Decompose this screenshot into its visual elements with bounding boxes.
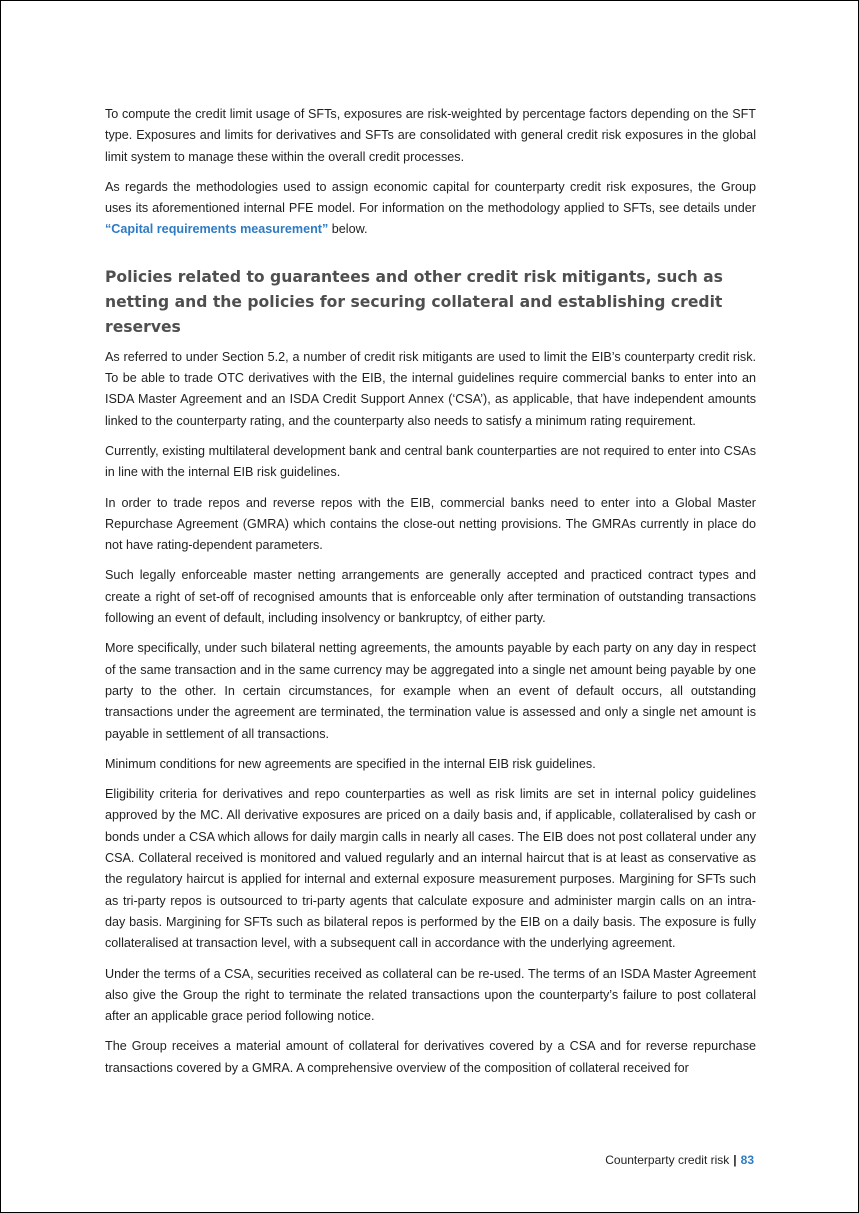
paragraph-sft-credit-limit: To compute the credit limit usage of SFTs, exposures are risk-weighted by percentage factors depending on the SFT type. Exposures and limits for derivatives and SFTs are consolidated with general credit risk exposures in the global limit system to manage these within the overall credit processes. bbox=[105, 107, 756, 164]
paragraph-bilateral-netting: More specifically, under such bilateral netting agreements, the amounts payable by each party on any day in respect of the same transaction and in the same currency may be aggregated into a single net amount being payable by one party to the other. In certain circumstances, for example when an event of default occurs, all outstanding transactions under the agreement are terminated, the termination value is assessed and only a single net amount is payable in settlement of all transactions. bbox=[105, 641, 756, 741]
paragraph-economic-capital-methodology bbox=[105, 177, 756, 241]
paragraph-eligibility-criteria: Eligibility criteria for derivatives and repo counterparties as well as risk limits are set in internal policy guidelines approved by the MC. All derivative exposures are priced on a daily basis and, if applicable, collateralised by cash or bonds under a CSA which allows for daily margin calls in nearly all cases. The EIB does not post collateral under any CSA. Collateral received is monitored and valued regularly and an internal haircut that is at least as conservative as the regulatory haircut is applied for internal and external exposure measurement purposes. Margining for SFTs such as tri-party repos is outsourced to tri-party agents that calculate exposure and administer margin calls on an intra-day basis. Margining for SFTs such as bilateral repos is performed by the EIB on a daily basis. The exposure is fully collateralised at transaction level, with a subsequent call in accordance with the underlying agreement. bbox=[105, 787, 756, 951]
section-heading: Policies related to guarantees and other credit risk mitigants, such as netting and the policies for securing collateral and establishing credit reserves bbox=[105, 267, 723, 336]
footer-separator: | bbox=[733, 1153, 737, 1167]
paragraph-minimum-conditions: Minimum conditions for new agreements are specified in the internal EIB risk guidelines. bbox=[105, 756, 596, 771]
paragraph-collateral-received: The Group receives a material amount of collateral for derivatives covered by a CSA and for reverse repurchase transactions covered by a GMRA. A comprehensive overview of the composition of collateral received for bbox=[105, 1039, 756, 1075]
page-footer bbox=[605, 1153, 754, 1167]
paragraph-csa-terms: Under the terms of a CSA, securities received as collateral can be re-used. The terms of an ISDA Master Agreement also give the Group the right to terminate the related transactions upon the counterparty’s failure to post collateral after an applicable grace period following notice. bbox=[105, 966, 756, 1024]
methodology-text-end: below. bbox=[328, 222, 368, 237]
paragraph-gmra: In order to trade repos and reverse repos with the EIB, commercial banks need to enter into a Global Master Repurchase Agreement (GMRA) which contains the close-out netting provisions. The GMRAs currently in place do not have rating-dependent parameters. bbox=[105, 495, 756, 553]
paragraph-master-netting: Such legally enforceable master netting arrangements are generally accepted and practiced contract types and create a right of set-off of recognised amounts that is enforceable only after termination of outstanding transactions following an event of default, including insolvency or bankruptcy, of either party. bbox=[105, 568, 756, 626]
paragraph-credit-risk-mitigants: As referred to under Section 5.2, a number of credit risk mitigants are used to limit the EIB’s counterparty credit risk. To be able to trade OTC derivatives with the EIB, the internal guidelines require commercial banks to enter into an ISDA Master Agreement and an ISDA Credit Support Annex (‘CSA’), as applicable, that have independent amounts linked to the counterparty rating, and the counterparty also needs to satisfy a minimum rating requirement. bbox=[105, 349, 756, 428]
page-content bbox=[105, 104, 756, 1088]
footer-section-name: Counterparty credit risk bbox=[605, 1153, 730, 1167]
paragraph-mdb-counterparties: Currently, existing multilateral development bank and central bank counterparties are not required to enter into CSAs in line with the internal EIB risk guidelines. bbox=[105, 443, 756, 480]
page-number: 83 bbox=[740, 1153, 754, 1167]
capital-requirements-link[interactable]: “Capital requirements measurement” bbox=[105, 222, 329, 237]
methodology-text: As regards the methodologies used to assign economic capital for counterparty credit risk exposures, the Group uses its aforementioned internal PFE model. For information on the methodology applied to SFTs, see details under bbox=[105, 179, 756, 216]
